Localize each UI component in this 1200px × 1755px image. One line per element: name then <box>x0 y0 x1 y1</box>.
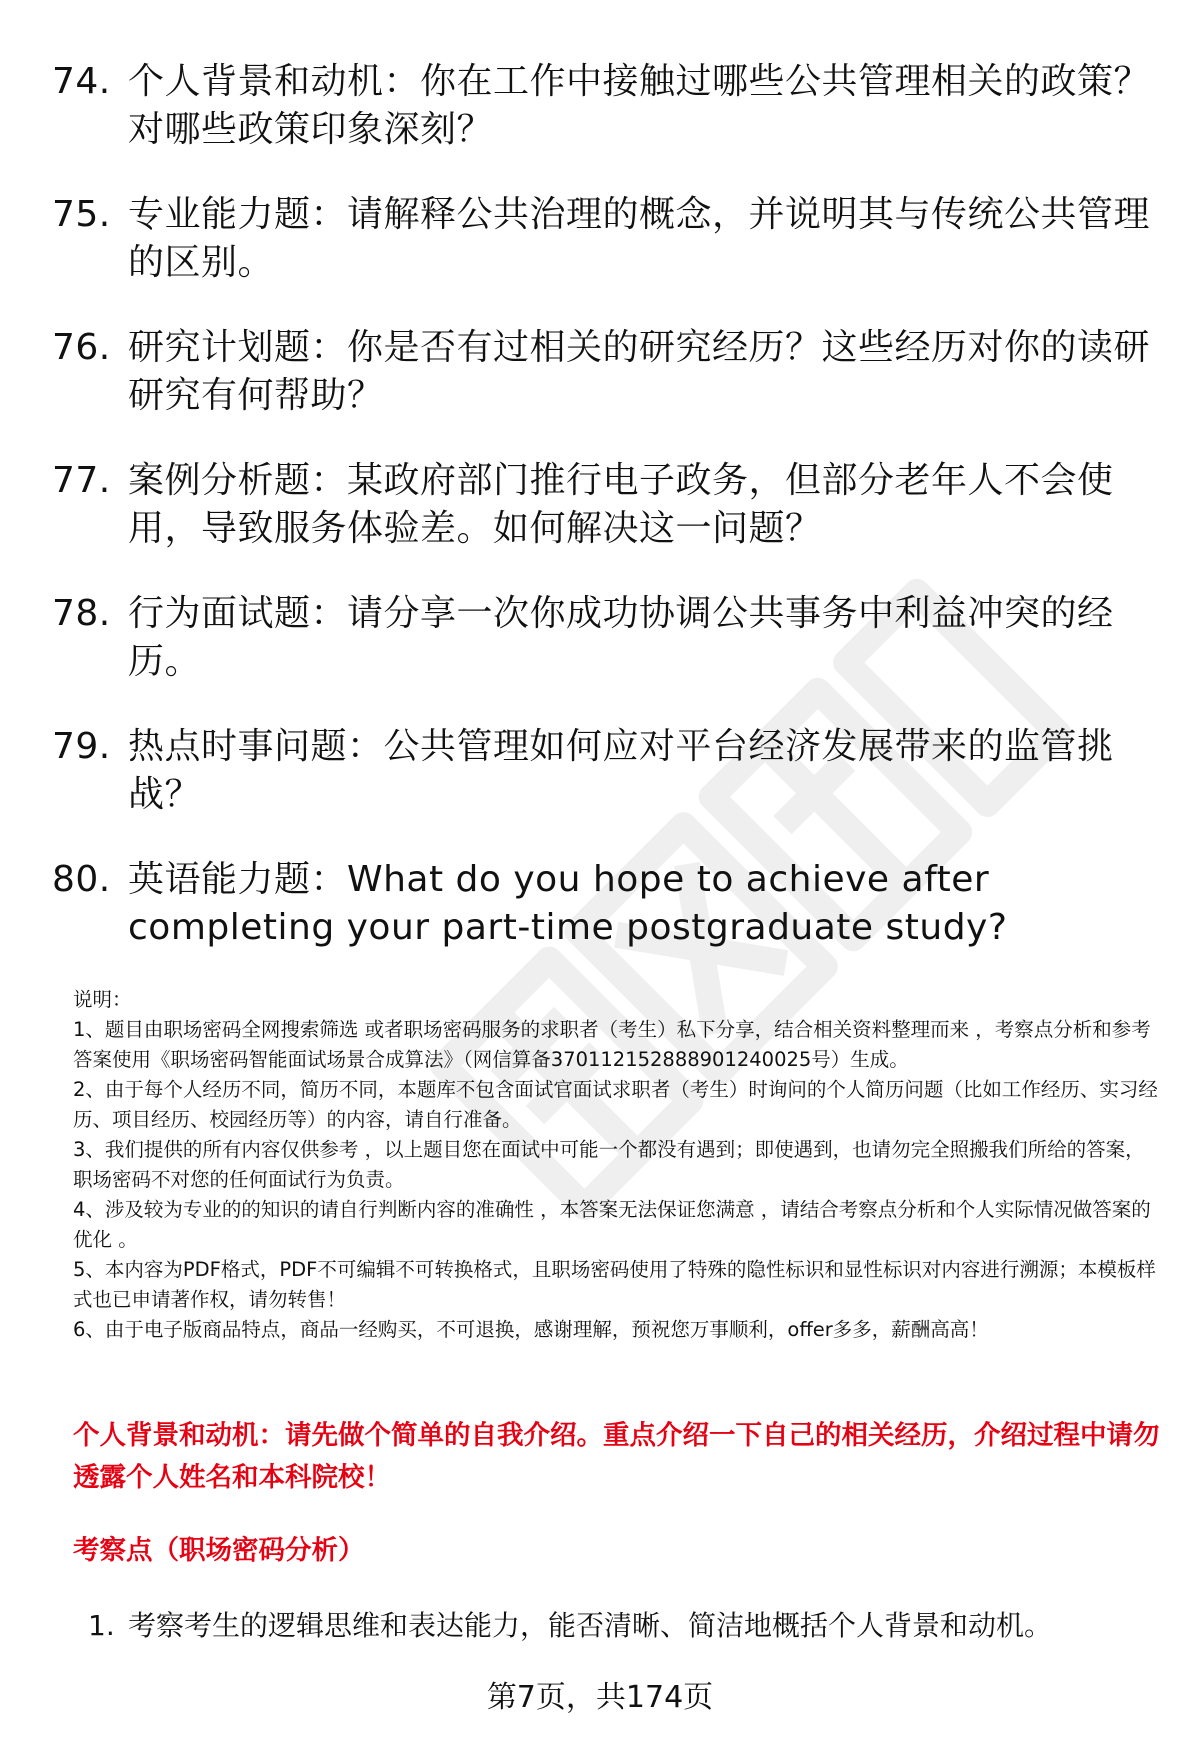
note-item: 3、我们提供的所有内容仅供参考 ，以上题目您在面试中可能一个都没有遇到；即使遇到，也请勿完全照搬我们所给的答案，职场密码不对您的任何面试行为负责。 <box>73 1138 1145 1191</box>
question-list <box>0 58 1200 989</box>
section-title: 考察点（职场密码分析） <box>73 1535 365 1566</box>
question-text: 英语能力题：What do you hope to achieve after completing your part-time postgraduate study? <box>128 859 1008 948</box>
note-item: 2、由于每个人经历不同，简历不同，本题库不包含面试官面试求职者（考生）时询问的个人简历问题（比如工作经历、实习经历、项目经历、校园经历等）的内容，请自行准备。 <box>73 1078 1158 1131</box>
question-number: 76. <box>52 327 111 368</box>
featured-question: 个人背景和动机：请先做个简单的自我介绍。重点介绍一下自己的相关经历，介绍过程中请勿透露个人姓名和本科院校！ <box>73 1420 1160 1493</box>
notes-section <box>73 985 1163 1345</box>
note-item: 6、由于电子版商品特点，商品一经购买，不可退换，感谢理解，预祝您万事顺利，offer多多，薪酬高高！ <box>73 1318 989 1341</box>
page-footer: 第7页，共174页 <box>486 1680 714 1715</box>
note-item: 5、本内容为PDF格式，PDF不可编辑不可转换格式，且职场密码使用了特殊的隐性标识和显性标识对内容进行溯源；本模板样式也已申请著作权，请勿转售！ <box>73 1258 1156 1311</box>
note-item: 4、涉及较为专业的的知识的请自行判断内容的准确性 ，本答案无法保证您满意 ，请结合考察点分析和个人实际情况做答案的优化 。 <box>73 1198 1151 1251</box>
question-item <box>0 856 1200 952</box>
question-item <box>0 191 1200 287</box>
question-number: 80. <box>52 859 111 900</box>
question-text: 专业能力题：请解释公共治理的概念，并说明其与传统公共管理的区别。 <box>128 194 1151 283</box>
question-number: 74. <box>52 61 111 102</box>
question-item <box>0 324 1200 420</box>
question-item <box>0 590 1200 686</box>
question-text: 行为面试题：请分享一次你成功协调公共事务中利益冲突的经历。 <box>128 593 1114 682</box>
question-text: 热点时事问题：公共管理如何应对平台经济发展带来的监管挑战？ <box>128 726 1114 815</box>
question-number: 75. <box>52 194 111 235</box>
question-number: 79. <box>52 726 111 767</box>
question-text: 案例分析题：某政府部门推行电子政务，但部分老年人不会使用，导致服务体验差。如何解决这一问题？ <box>128 460 1114 549</box>
point-number: 1. <box>88 1609 115 1642</box>
question-item <box>0 58 1200 154</box>
question-number: 77. <box>52 460 111 501</box>
question-number: 78. <box>52 593 111 634</box>
notes-heading: 说明： <box>73 988 132 1011</box>
question-item <box>0 457 1200 553</box>
note-item: 1、题目由职场密码全网搜索筛选 或者职场密码服务的求职者（考生）私下分享，结合相关资料整理而来 ，考察点分析和参考答案使用《职场密码智能面试场景合成算法》（网信算备370112152888901240025号）生成。 <box>73 1018 1151 1071</box>
point-text: 考察考生的逻辑思维和表达能力，能否清晰、简洁地概括个人背景和动机。 <box>128 1609 1053 1642</box>
question-text: 个人背景和动机：你在工作中接触过哪些公共管理相关的政策？对哪些政策印象深刻？ <box>128 61 1151 150</box>
question-item <box>0 723 1200 819</box>
question-text: 研究计划题：你是否有过相关的研究经历？这些经历对你的读研研究有何帮助？ <box>128 327 1151 416</box>
analysis-point <box>88 1605 1178 1647</box>
